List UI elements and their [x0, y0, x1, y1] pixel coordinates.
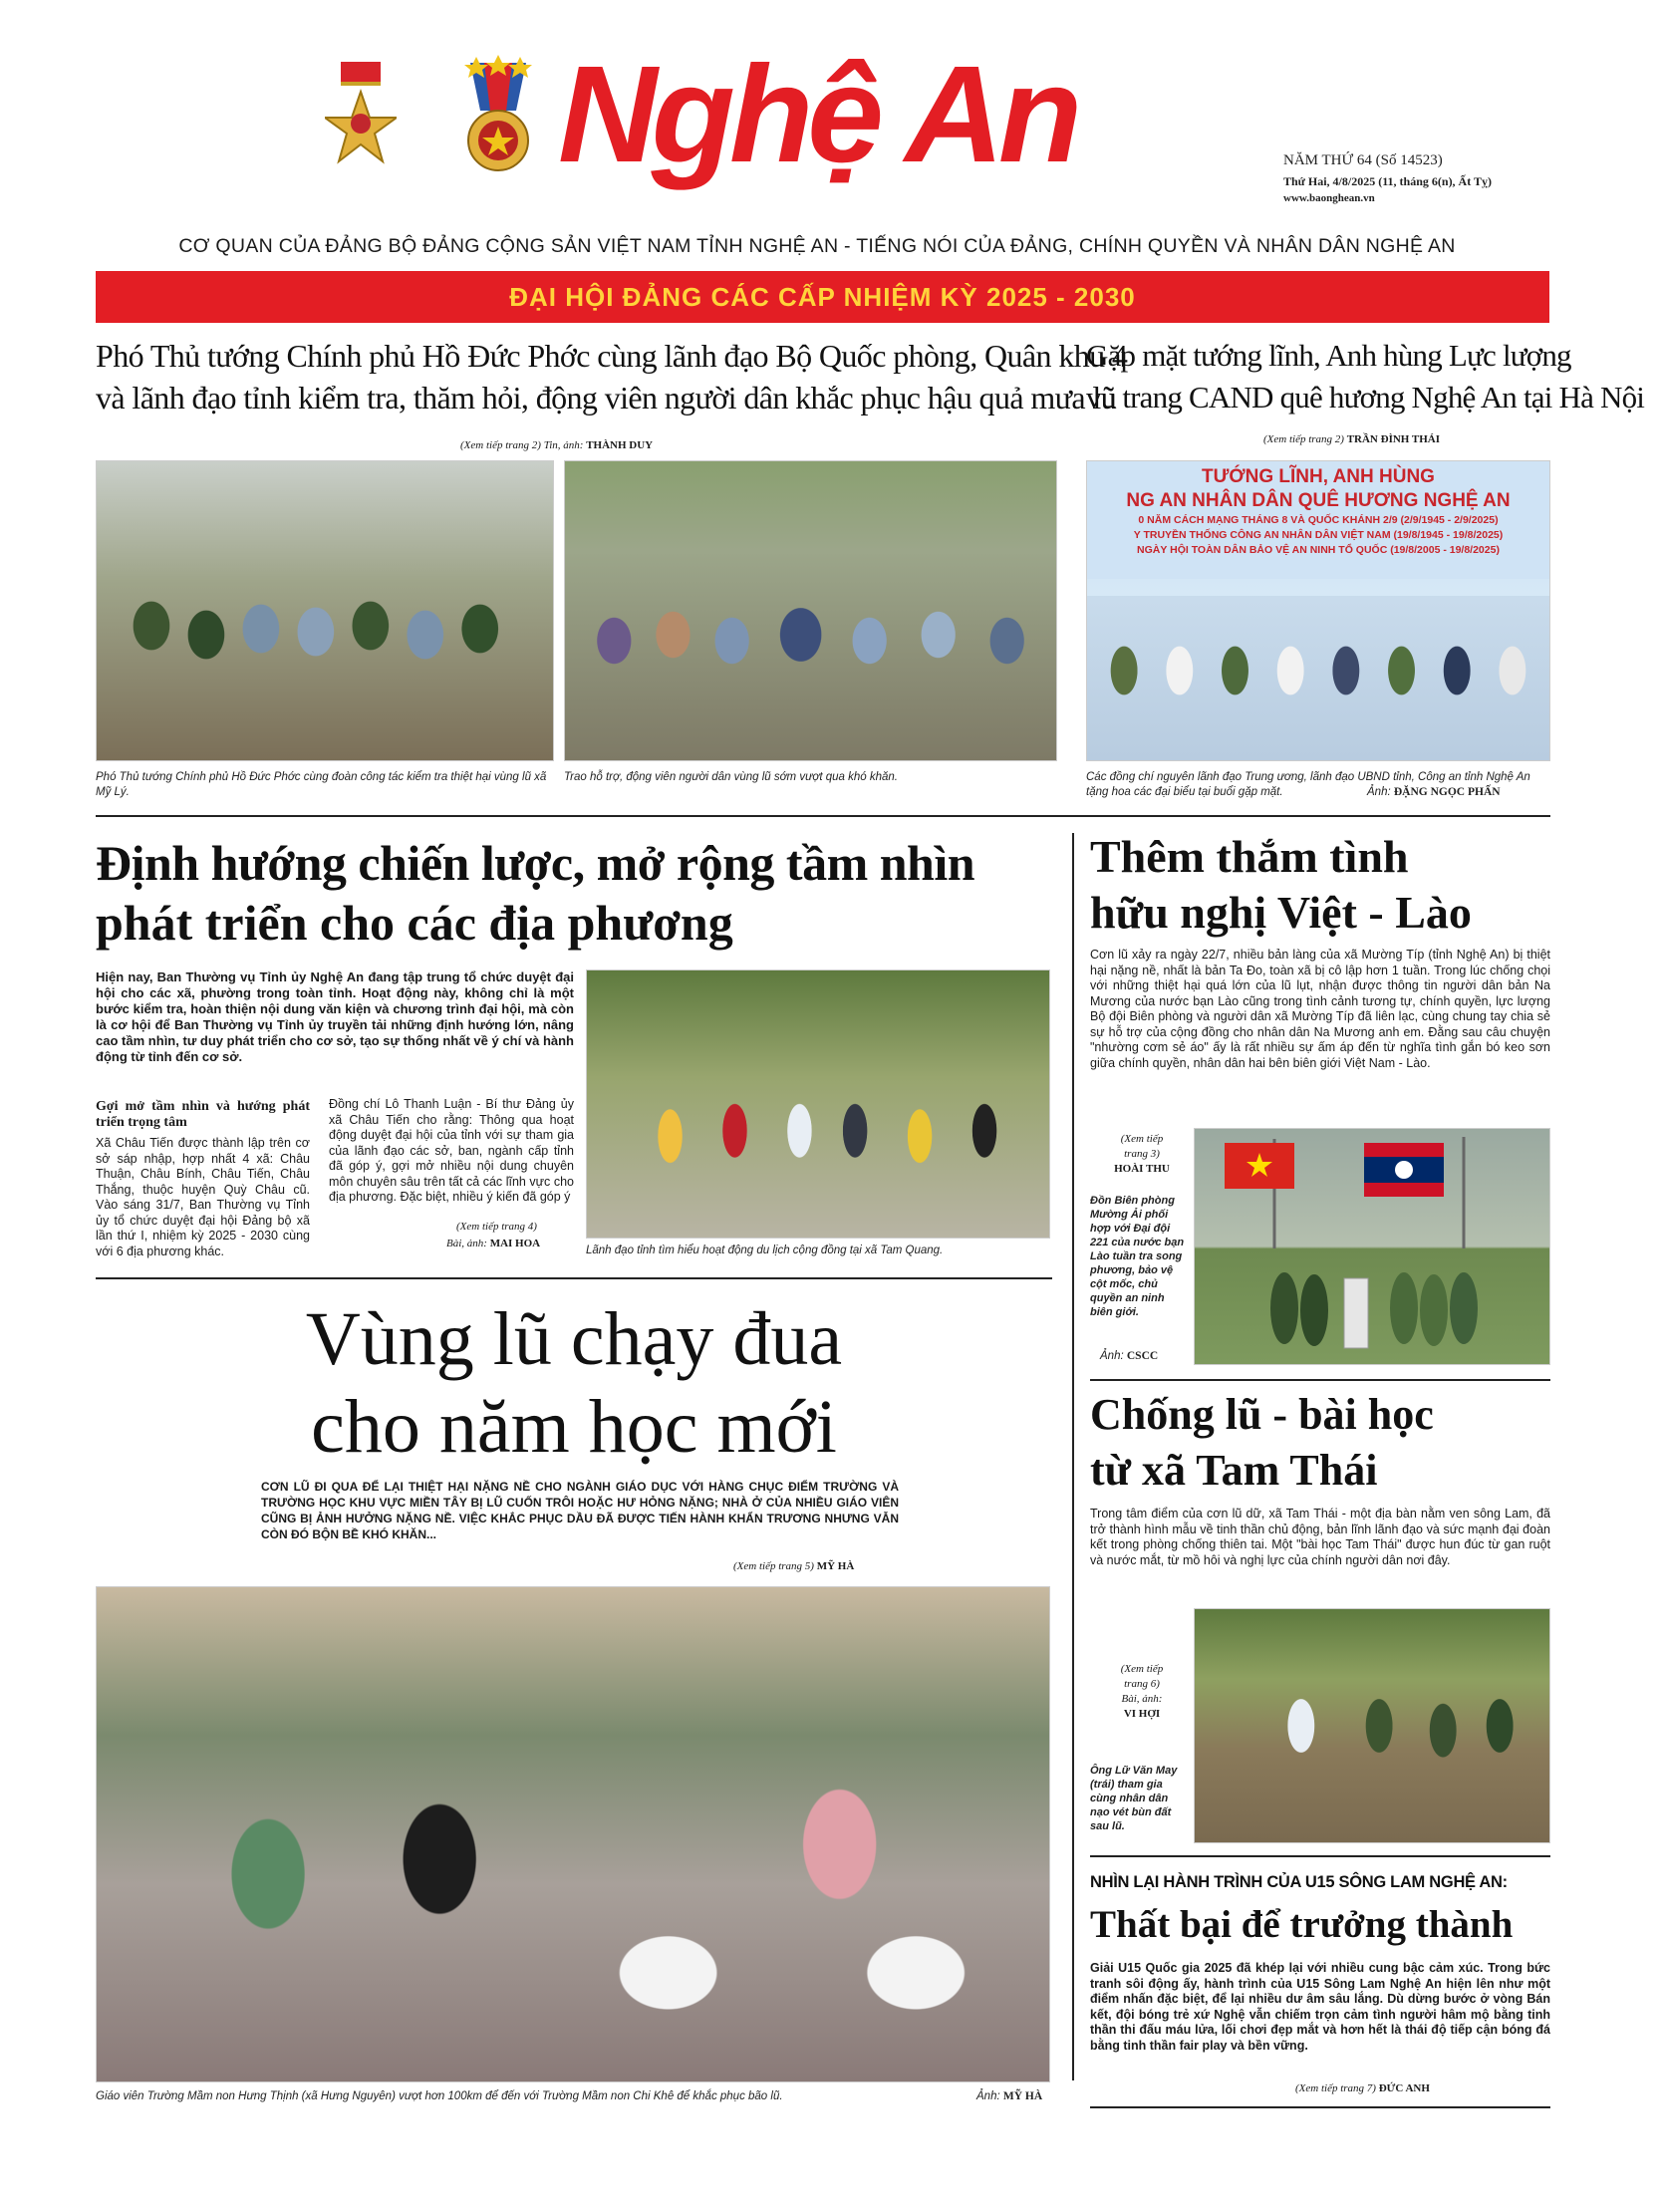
top-story-photo-1[interactable]: [96, 460, 554, 761]
police-story-photo-credit: [1367, 785, 1501, 800]
police-story-headline-line1: Gặp mặt tướng lĩnh, Anh hùng Lực lượng: [1086, 338, 1571, 373]
strategy-caption: Lãnh đạo tỉnh tìm hiểu hoạt động du lịch cộng đồng tại xã Tam Quang.: [586, 1244, 944, 1256]
police-banner-line2: NG AN NHÂN DÂN QUÊ HƯƠNG NGHỆ AN: [1126, 490, 1511, 511]
bottom-rule: [1090, 2106, 1550, 2108]
u15-ref-text: (Xem tiếp trang 7): [1295, 2082, 1376, 2094]
flood-school-lead: CƠN LŨ ĐI QUA ĐỂ LẠI THIỆT HẠI NẶNG NỀ CHO NGÀNH GIÁO DỤC VỚI HÀNG CHỤC ĐIỂM TRƯỜNG VÀ TRƯỜNG HỌC KHU VỰC MIỀN TÂY BỊ LŨ CUỐN TRÔI HOẶC HƯ HỎNG NẶNG; NHÀ Ở CỦA NHIỀU GIÁO VIÊN CŨNG BỊ ẢNH HƯỞNG NẶNG NỀ. VIỆC KHẮC PHỤC DẦU ĐÃ ĐƯỢC TIẾN HÀNH KHẨN TRƯƠNG NHƯNG VẪN CÒN ĐÓ BỘN BỀ KHÓ KHĂN...: [261, 1480, 899, 1541]
tam-thai-ref: [1096, 1662, 1188, 1722]
tam-thai-ref-line2: trang 6): [1124, 1678, 1160, 1690]
police-story-ref: [1263, 433, 1440, 445]
tagline: CƠ QUAN CỦA ĐẢNG BỘ ĐẢNG CỘNG SẢN VIỆT NAM TỈNH NGHỆ AN - TIẾNG NÓI CỦA ĐẢNG, CHÍNH QUYỀN VÀ NHÂN DÂN NGHỆ AN: [178, 235, 1456, 257]
divider-strategy: [96, 1277, 1052, 1279]
top-story-headline-line1: Phó Thủ tướng Chính phủ Hồ Đức Phớc cùng lãnh đạo Bộ Quốc phòng, Quân khu 4: [96, 338, 1128, 374]
tam-thai-caption: Ông Lữ Văn May (trái) tham gia cùng nhân dân nạo vét bùn đất sau lũ.: [1090, 1765, 1178, 1832]
tam-thai-headline-line2: từ xã Tam Thái: [1090, 1446, 1378, 1495]
flood-school-photo[interactable]: [96, 1586, 1050, 2082]
laos-author: HOÀI THU: [1114, 1163, 1170, 1175]
congress-banner-text: ĐẠI HỘI ĐẢNG CÁC CẤP NHIỆM KỲ 2025 - 2030: [509, 282, 1136, 312]
laos-ref: [1096, 1132, 1188, 1177]
laos-photo[interactable]: [1194, 1128, 1550, 1365]
order-medal-icon: [460, 55, 536, 174]
police-story-headline[interactable]: [1086, 335, 1645, 418]
top-story-ref: [460, 439, 653, 451]
flood-school-author: MỸ HÀ: [816, 1560, 855, 1572]
police-story-author: TRẦN ĐÌNH THÁI: [1346, 433, 1441, 445]
police-photo-label: Ảnh:: [1367, 786, 1391, 798]
tam-thai-ref-line1: (Xem tiếp: [1120, 1663, 1164, 1675]
issue-date: Thứ Hai, 4/8/2025 (11, tháng 6(n), Ất Tỵ): [1283, 174, 1493, 188]
top-story-caption-1: Phó Thủ tướng Chính phủ Hồ Đức Phớc cùng đoàn công tác kiểm tra thiệt hại vùng lũ xã Mỹ Lý.: [96, 771, 547, 798]
tam-thai-photo[interactable]: [1194, 1608, 1550, 1843]
strategy-col2: Đồng chí Lô Thanh Luận - Bí thư Đảng ủy xã Châu Tiến cho rằng: Thông qua hoạt động duyệt đại hội của tỉnh với sự tham gia của lãnh đạo các sở, ban, ngành cấp tỉnh đã góp ý, gợi mở nhiều nội dung chuyên môn chuyên sâu trên tất cả các lĩnh vực cho địa phương. Đặc biệt, nhiều ý kiến đã góp ý: [329, 1097, 574, 1204]
top-story-photo-2[interactable]: [564, 460, 1057, 761]
police-photo-author: ĐẶNG NGỌC PHẤN: [1393, 786, 1501, 798]
police-banner-line5: NGÀY HỘI TOÀN DÂN BẢO VỆ AN NINH TỔ QUỐC (19/8/2005 - 19/8/2025): [1137, 544, 1500, 556]
laos-body: Cơn lũ xảy ra ngày 22/7, nhiều bản làng của xã Mường Típ (tỉnh Nghệ An) bị thiệt hại nặng nề, nhất là bản Ta Đo, toàn xã bị cô lập hơn 1 tuần. Trong lúc chống chọi với những thiệt hại quá lớn của lũ lụt, nhận được thông tin người dân bản Na Mương của nước bạn Lào cũng trong tình cảnh tương tự, chính quyền, lực lượng Bộ đội Biên phòng và người dân xã Mường Típ đã liên lạc, cùng chung tay chia sẻ sự hỗ trợ của cộng đồng cho nhân dân Na Mương anh em. Đằng sau câu chuyện "nhường cơm sẻ áo" ấy là rất nhiều sự ấm áp đến từ nghĩa tình gắn bó keo sơn giữa chính quyền, nhân dân hai bên biên giới Việt Nam - Lào.: [1090, 948, 1550, 1070]
laos-headline-line2: hữu nghị Việt - Lào: [1090, 887, 1472, 938]
flood-school-ref: [733, 1560, 854, 1572]
strategy-headline[interactable]: [96, 833, 1052, 953]
divider-laos: [1090, 1379, 1550, 1381]
flood-school-photo-author: MỸ HÀ: [1002, 2090, 1043, 2102]
strategy-headline-line1: Định hướng chiến lược, mở rộng tầm nhìn: [96, 835, 975, 891]
strategy-author-label: Bài, ảnh:: [446, 1238, 487, 1249]
tam-thai-headline-line1: Chống lũ - bài học: [1090, 1390, 1434, 1439]
flood-school-headline-line1: Vùng lũ chạy đua: [305, 1297, 843, 1381]
flood-school-ref-text: (Xem tiếp trang 5): [733, 1560, 814, 1572]
police-banner-line3: 0 NĂM CÁCH MẠNG THÁNG 8 VÀ QUỐC KHÁNH 2/9 (2/9/1945 - 2/9/2025): [1138, 514, 1499, 526]
laos-headline[interactable]: [1090, 829, 1554, 941]
laos-ref-line2: trang 3): [1124, 1148, 1160, 1160]
laos-caption: Đồn Biên phòng Mường Ải phối hợp với Đại đội 221 của nước bạn Lào tuần tra song phương, bảo vệ cột mốc, chủ quyền an ninh biên giới.: [1090, 1195, 1185, 1318]
strategy-author: MAI HOA: [489, 1238, 541, 1249]
strategy-ref: (Xem tiếp trang 4): [456, 1221, 537, 1233]
tam-thai-author-label: Bài, ảnh:: [1121, 1693, 1163, 1705]
laos-photo-author: CSCC: [1126, 1350, 1159, 1362]
tam-thai-body: Trong tâm điểm của cơn lũ dữ, xã Tam Thái - một địa bàn nằm ven sông Lam, đã trở thành hình mẫu về tinh thần chủ động, bản lĩnh lãnh đạo và sức mạnh đại đoàn kết trong phòng chống thiên tai. Một "bài học Tam Thái" được hun đúc từ gan ruột và nước mắt, từ mồ hôi và nghị lực của chính người dân nơi đây.: [1090, 1507, 1550, 1567]
strategy-lead: Hiện nay, Ban Thường vụ Tỉnh ủy Nghệ An đang tập trung tổ chức duyệt đại hội cho các xã, phường trong toàn tỉnh. Hoạt động này, không chỉ là một bước kiểm tra, hoàn thiện nội dung văn kiện và chương trình đại hội, mà còn là cơ hội để Ban Thường vụ Tỉnh ủy truyền tải những định hướng lớn, nâng cao tầm nhìn, tư duy phát triển cho cơ sở, tạo sự thống nhất về ý chí và hành động từ tỉnh đến cơ sở.: [96, 969, 574, 1064]
flags-icon: [1195, 1129, 1550, 1365]
police-story-ref-text: (Xem tiếp trang 2): [1263, 433, 1344, 445]
top-story-headline[interactable]: [96, 335, 1128, 418]
police-story-photo[interactable]: [1086, 460, 1550, 761]
strategy-headline-line2: phát triển cho các địa phương: [96, 895, 733, 951]
u15-kicker: NHÌN LẠI HÀNH TRÌNH CỦA U15 SÔNG LAM NGHỆ AN:: [1090, 1873, 1508, 1891]
police-banner-line1: TƯỚNG LĨNH, ANH HÙNG: [1202, 466, 1435, 487]
divider-tam-thai: [1090, 1855, 1550, 1857]
u15-body: Giải U15 Quốc gia 2025 đã khép lại với nhiều cung bậc cảm xúc. Trong bức tranh sôi động ấy, hành trình của U15 Sông Lam Nghệ An hiện lên như một điểm nhấn đặc biệt, để lại nhiều dư âm sâu lắng. Dù dừng bước ở vòng Bán kết, đội bóng trẻ xứ Nghệ vẫn chiếm trọn cảm tình người hâm mộ bằng tinh thần thi đấu máu lửa, lối chơi đẹp mắt và hơn hết là thái độ tiếp cận bóng đá bằng tinh thần fair play và bền vững.: [1090, 1961, 1550, 2053]
laos-photo-label: Ảnh:: [1100, 1350, 1124, 1362]
flood-school-photo-credit: [976, 2089, 1042, 2104]
laos-ref-line1: (Xem tiếp: [1120, 1133, 1164, 1145]
strategy-byline: [446, 1238, 540, 1249]
flood-school-headline[interactable]: [96, 1295, 1052, 1471]
u15-author: ĐỨC ANH: [1378, 2082, 1430, 2094]
strategy-subhead: Gợi mở tầm nhìn và hướng phát triển trọng tâm: [96, 1099, 310, 1130]
masthead-logo: Nghệ An: [558, 38, 1077, 191]
strategy-col1: Xã Châu Tiến được thành lập trên cơ sở sáp nhập, hợp nhất 4 xã: Châu Thuận, Châu Bính, Châu Tiến, Châu Thắng, thuộc huyện Quỳ Châu cũ. Vào sáng 31/7, Ban Thường vụ Tỉnh ủy tổ chức duyệt đại hội Đảng bộ xã lần thứ I, nhiệm kỳ 2025 - 2030 cùng với 6 địa phương khác.: [96, 1136, 310, 1258]
u15-headline[interactable]: Thất bại để trưởng thành: [1090, 1903, 1514, 1946]
tam-thai-author: VI HỢI: [1123, 1708, 1161, 1720]
issue-number: NĂM THỨ 64 (Số 14523): [1283, 152, 1443, 168]
strategy-photo[interactable]: [586, 969, 1050, 1239]
u15-ref: [1295, 2082, 1430, 2094]
laos-photo-credit: [1100, 1349, 1158, 1364]
flood-school-caption: Giáo viên Trường Mầm non Hưng Thịnh (xã Hưng Nguyên) vượt hơn 100km để đến với Trường Mầm non Chi Khê để khắc phục bão lũ.: [96, 2090, 783, 2102]
laos-headline-line1: Thêm thắm tình: [1090, 831, 1409, 882]
flood-school-headline-line2: cho năm học mới: [311, 1385, 837, 1469]
police-story-headline-line2: vũ trang CAND quê hương Nghệ An tại Hà Nội: [1086, 380, 1645, 415]
website-link[interactable]: www.baonghean.vn: [1283, 192, 1375, 204]
top-story-headline-line2: và lãnh đạo tỉnh kiểm tra, thăm hỏi, động viên người dân khắc phục hậu quả mưa lũ: [96, 380, 1117, 415]
top-story-author: THÀNH DUY: [586, 439, 654, 451]
top-story-ref-text: (Xem tiếp trang 2) Tin, ảnh:: [460, 439, 584, 451]
divider-top: [96, 815, 1550, 817]
police-story-caption: Các đồng chí nguyên lãnh đạo Trung ương, lãnh đạo UBND tỉnh, Công an tỉnh Nghệ An tặng hoa các đại biểu tại buổi gặp mặt.: [1086, 771, 1530, 798]
hero-medal-icon: [325, 62, 397, 171]
column-divider: [1072, 833, 1074, 2080]
police-photo-banner: [1087, 461, 1549, 579]
top-story-caption-2: Trao hỗ trợ, động viên người dân vùng lũ sớm vượt qua khó khăn.: [564, 771, 898, 783]
flood-school-photo-label: Ảnh:: [976, 2090, 1000, 2102]
tam-thai-headline[interactable]: [1090, 1387, 1554, 1499]
police-banner-line4: Y TRUYỀN THỐNG CÔNG AN NHÂN DÂN VIỆT NAM (19/8/1945 - 19/8/2025): [1133, 529, 1504, 541]
congress-banner: [96, 271, 1549, 323]
